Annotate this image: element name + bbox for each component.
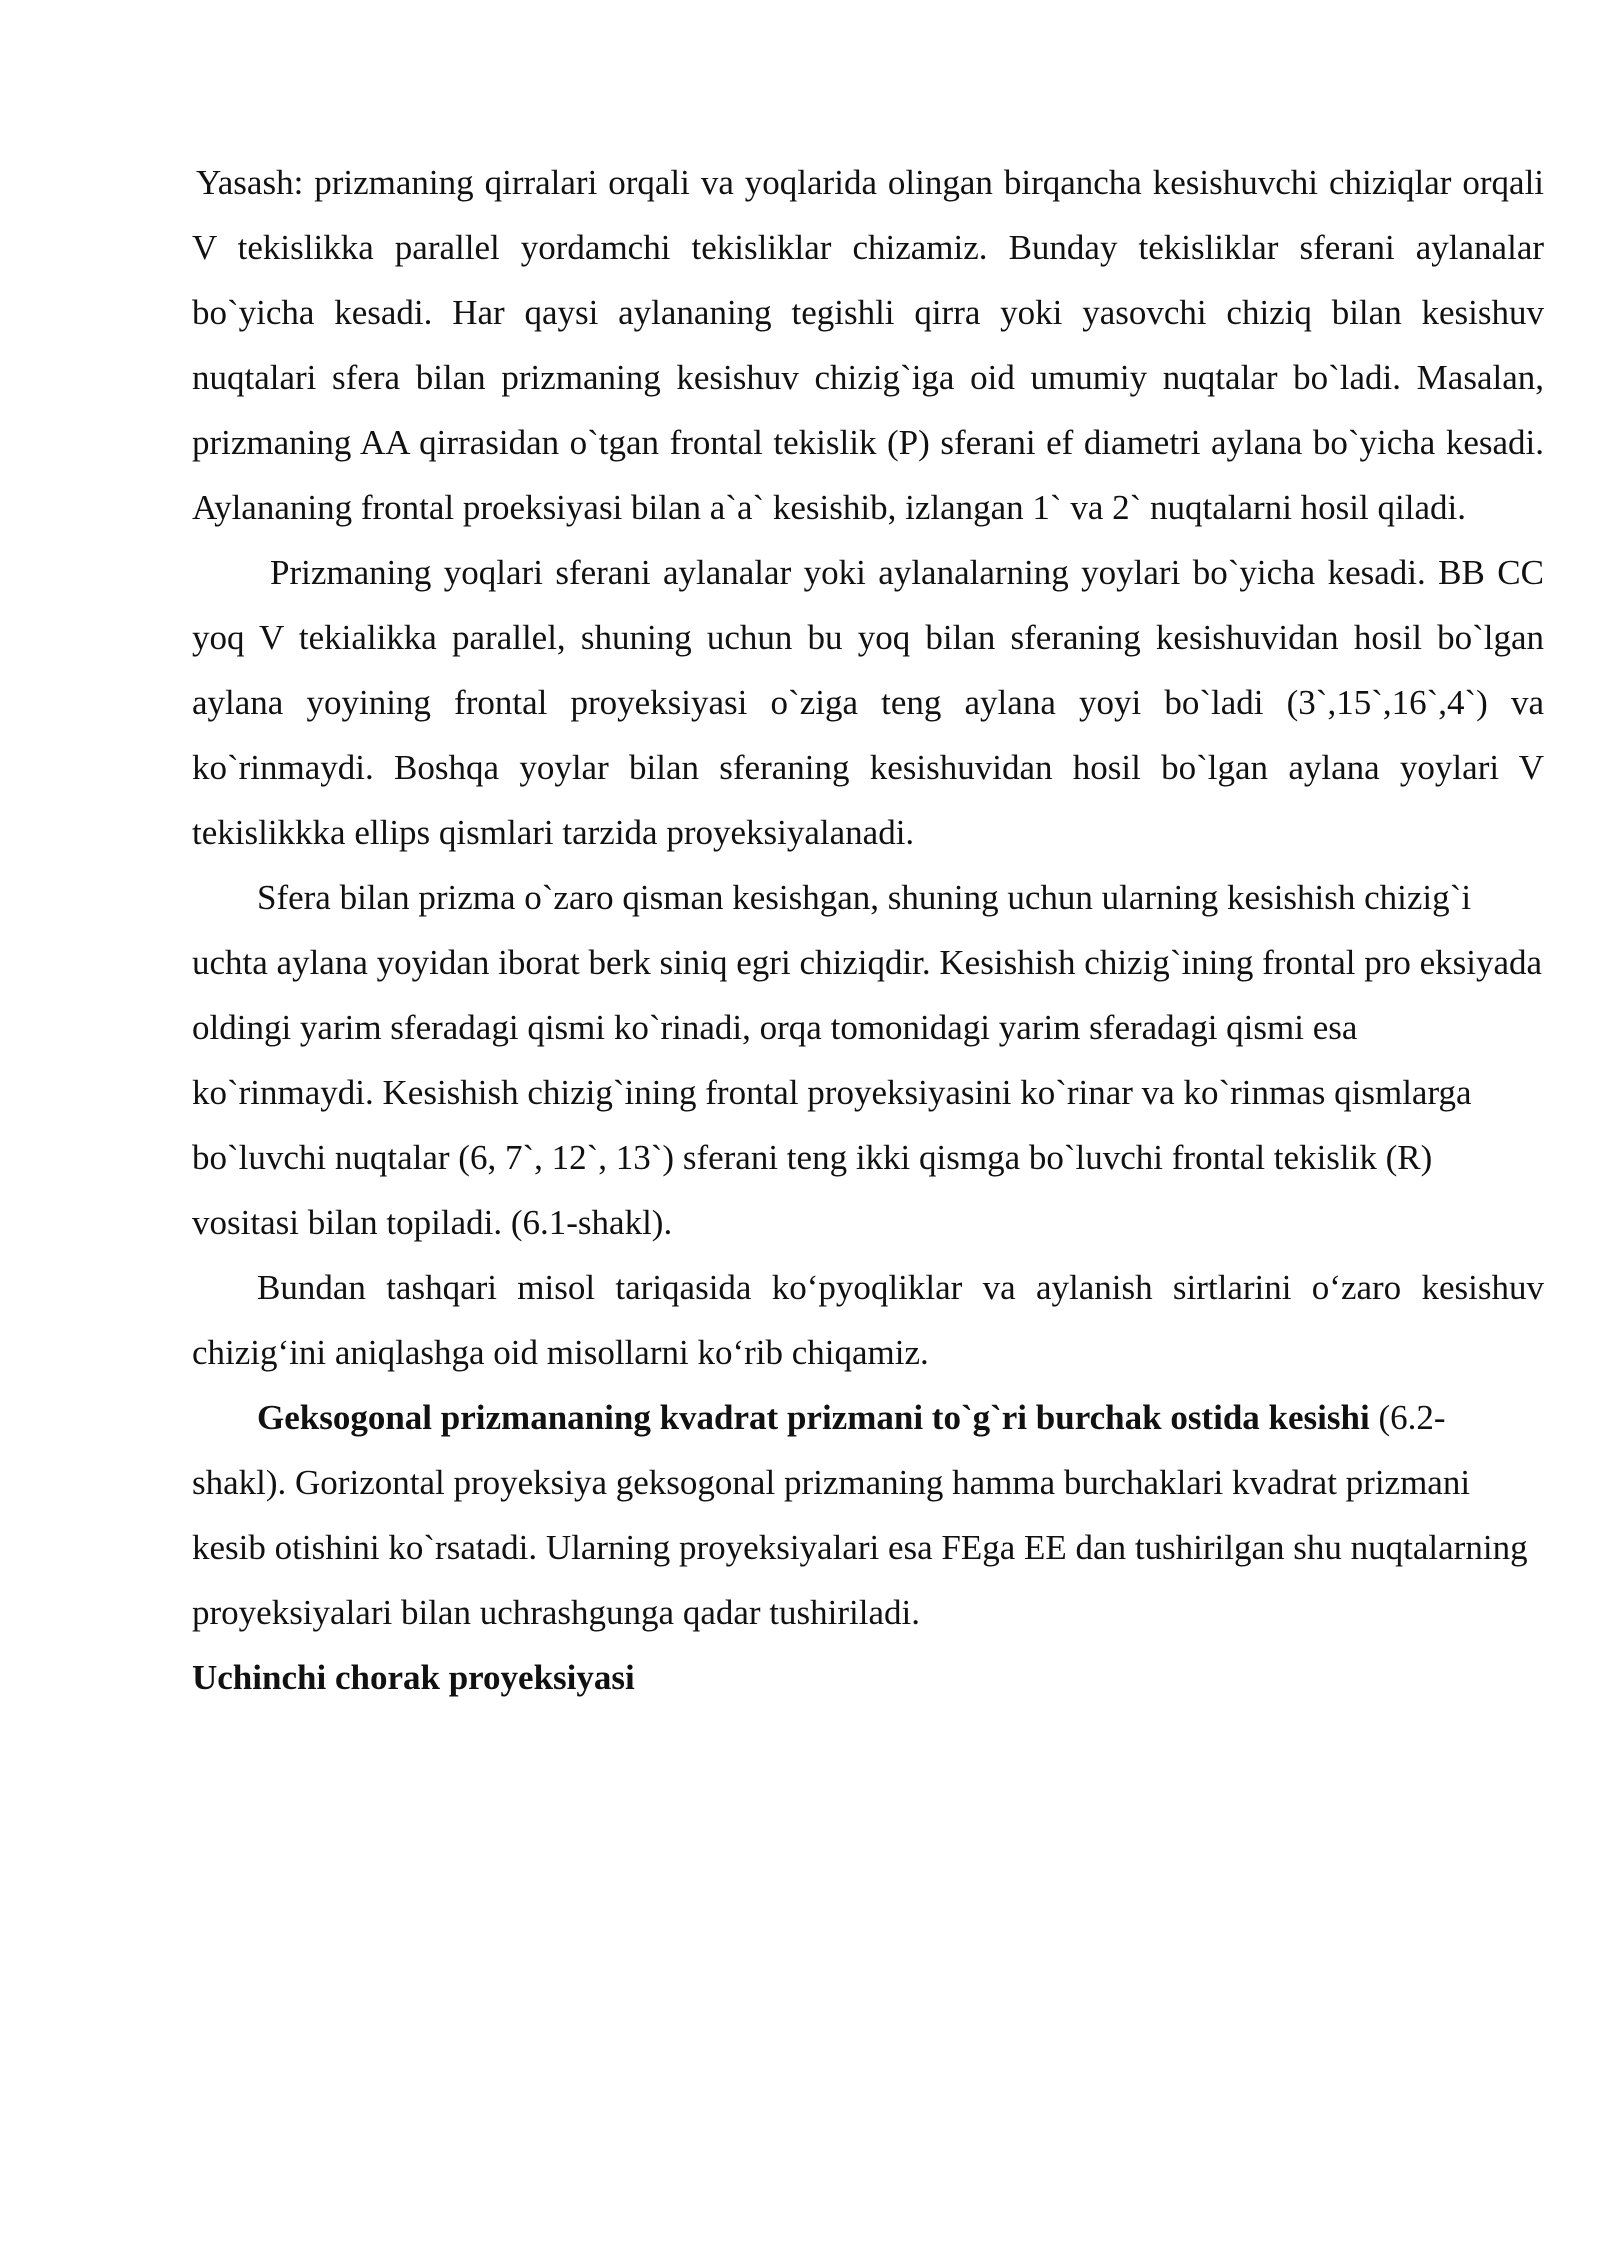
- text-line: sferadagi qismi esa ko`rinmaydi. Kesishish chizig`ining frontal proyeksiyasini ko`rinar: [192, 1008, 1358, 1112]
- text-line: aylana bo`yicha kesadi. Aylananing frontal proeksiyasi bilan a`a` kesishib, izlangan 1`: [192, 423, 1544, 527]
- text-line: chizig‘ini aniqlashga oid misollarni ko‘rib chiqamiz.: [192, 1333, 929, 1372]
- text-line: Prizmaning yoqlari sferani aylanalar yoki aylanalarning yoylari bo`yicha kesadi. BB: [270, 553, 1485, 592]
- text-line: orqali V tekislikka parallel yordamchi tekisliklar chizamiz. Bunday tekisliklar sferani: [192, 163, 1545, 267]
- figure-ref: (6.2-: [1369, 1398, 1446, 1437]
- paragraph-hexagonal-prism: [192, 1385, 1544, 1645]
- paragraph-examples: [192, 1255, 1544, 1385]
- text-line: bo`lgan aylana yoyining frontal proyeksiyasi o`ziga teng aylana yoyi bo`ladi: [192, 618, 1545, 722]
- text-line: va ko`rinmas qismlarga bo`luvchi nuqtalar (6, 7`, 12`, 13`) sferani teng ikki qismga: [192, 1073, 1472, 1177]
- section-heading: Uchinchi chorak proyeksiyasi: [192, 1658, 635, 1697]
- text-line: CC yoq V tekialikka parallel, shuning uchun bu yoq bilan sferaning kesishuvidan hosil: [192, 553, 1544, 657]
- text-line: bo`luvchi frontal tekislik (R) vositasi bilan topiladi. (6.1-shakl).: [192, 1138, 1433, 1242]
- document-body: [192, 150, 1544, 1710]
- text-line: shakl). Gorizontal proyeksiya geksogonal prizmaning hamma burchaklari kvadrat: [192, 1463, 1337, 1502]
- text-line: chizig`i uchta aylana yoyidan iborat berk siniq egri chiziqdir. Kesishish chizig`ining: [192, 878, 1472, 982]
- text-line: va 2` nuqtalarni hosil qiladi.: [1070, 488, 1466, 527]
- paragraph-sphere-prism: [192, 865, 1544, 1255]
- paragraph-prism-faces: [192, 540, 1544, 865]
- bold-lead: Geksogonal prizmananing kvadrat prizmani to`g`ri burchak ostida kesishi: [257, 1398, 1370, 1437]
- text-line: Bundan tashqari misol tariqasida ko‘pyoqliklar va aylanish sirtlarini o‘zaro kesishuv: [257, 1268, 1544, 1307]
- text-line: shu nuqtalarning proyeksiyalari bilan uchrashgunga qadar tushiriladi.: [192, 1528, 1528, 1632]
- text-line: kesishuv nuqtalari sfera bilan prizmaning kesishuv chizig`iga oid umumiy nuqtalar: [192, 293, 1544, 397]
- text-line: bo`ladi. Masalan, prizmaning AA qirrasidan o`tgan frontal tekislik (P) sferani ef diametri: [192, 358, 1544, 462]
- paragraph-solution: [192, 150, 1544, 540]
- text-line: Sfera bilan prizma o`zaro qisman kesishgan, shuning uchun ularning kesishish: [257, 878, 1356, 917]
- text-line: Yasash: prizmaning qirralari orqali va yoqlarida olingan birqancha kesishuvchi chiziqlar: [196, 163, 1452, 202]
- text-line: prizmani kesib otishini ko`rsatadi. Ularning proyeksiyalari esa FEga EE dan tushirilgan: [192, 1463, 1471, 1567]
- text-line: aylana yoylari V tekislikkka ellips qismlari tarzida proyeksiyalanadi.: [192, 748, 1544, 852]
- text-line: (3`,15`,16`,4`) va ko`rinmaydi. Boshqa yoylar bilan sferaning kesishuvidan hosil bo`lgan: [192, 683, 1544, 787]
- text-line: aylanalar bo`yicha kesadi. Har qaysi aylananing tegishli qirra yoki yasovchi chiziq bilan: [192, 228, 1545, 332]
- text-line: frontal pro eksiyada oldingi yarim sferadagi qismi ko`rinadi, orqa tomonidagi yarim: [192, 943, 1543, 1047]
